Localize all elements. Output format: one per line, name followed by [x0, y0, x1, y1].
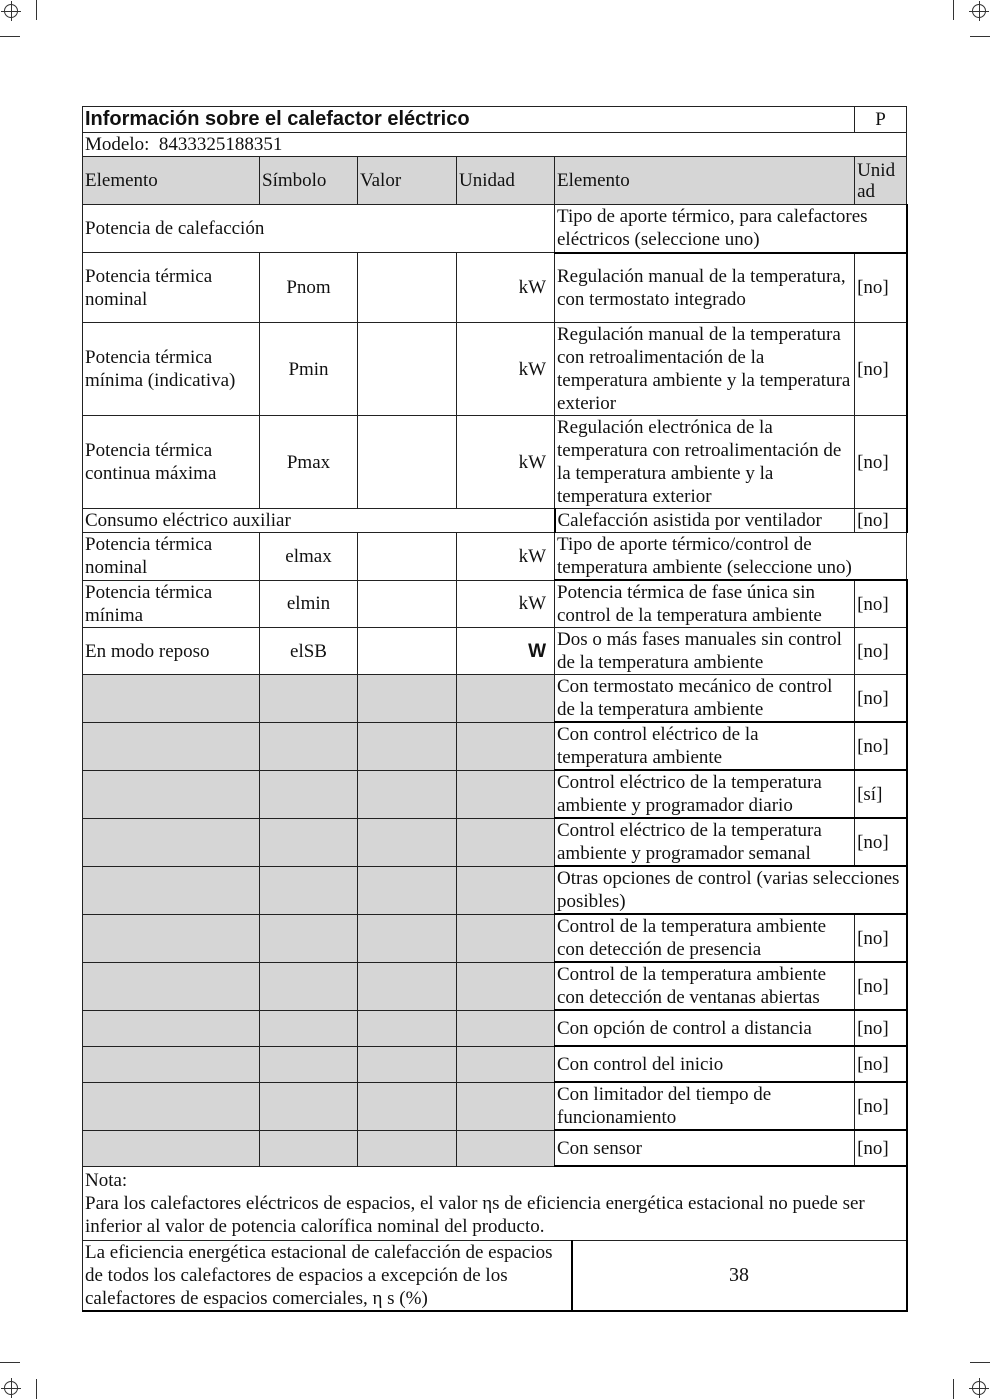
option-label: Con limitador del tiempo de funcionamiento — [555, 1082, 855, 1130]
heater-info-table — [82, 106, 908, 1241]
empty-cell — [83, 1010, 260, 1046]
option-value: [no] — [855, 1082, 907, 1130]
empty-cell — [83, 675, 260, 723]
option-value: [no] — [855, 1010, 907, 1046]
section-other-control: Otras opciones de control (varias selecciones posibles) — [555, 866, 907, 914]
empty-cell — [457, 1082, 555, 1130]
row-value — [358, 416, 457, 509]
empty-cell — [83, 866, 260, 914]
note-text: Para los calefactores eléctricos de espacios, el valor ηs de eficiencia energética estacional no puede ser inferior al valor de potencia calorífica nominal del producto. — [85, 1193, 865, 1237]
option-label: Calefacción asistida por ventilador — [555, 509, 855, 533]
section-heat-input-type: Tipo de aporte térmico, para calefactores eléctricos (seleccione uno) — [555, 205, 907, 253]
empty-cell — [358, 866, 457, 914]
option-label: Con opción de control a distancia — [555, 1010, 855, 1046]
row-value — [358, 628, 457, 675]
section-heat-output: Potencia de calefacción — [83, 205, 555, 253]
row-label: En modo reposo — [83, 628, 260, 675]
option-value: [sí] — [855, 770, 907, 818]
empty-cell — [260, 914, 358, 962]
model-row — [83, 133, 907, 157]
crop-line — [953, 1379, 954, 1399]
note-label: Nota: — [85, 1170, 128, 1191]
option-label: Con sensor — [555, 1130, 855, 1166]
empty-cell — [83, 770, 260, 818]
empty-cell — [83, 1130, 260, 1166]
registration-mark-top-left — [4, 4, 18, 18]
empty-cell — [457, 962, 555, 1010]
empty-cell — [83, 1082, 260, 1130]
col-header-simbolo: Símbolo — [260, 157, 358, 205]
option-value: [no] — [855, 416, 907, 509]
option-label: Control eléctrico de la temperatura ambiente y programador semanal — [555, 818, 855, 866]
empty-cell — [457, 675, 555, 723]
efficiency-table — [82, 1240, 908, 1312]
row-label: Potencia térmica continua máxima — [83, 416, 260, 509]
crop-line — [970, 36, 990, 37]
registration-mark-bottom-right — [972, 1381, 986, 1395]
empty-cell — [457, 818, 555, 866]
crop-line — [36, 0, 37, 20]
row-symbol: Pmin — [260, 323, 358, 416]
option-label: Control de la temperatura ambiente con detección de presencia — [555, 914, 855, 962]
row-unit: W — [457, 628, 555, 675]
empty-cell — [457, 1130, 555, 1166]
info-sheet — [82, 106, 906, 1312]
empty-cell — [358, 914, 457, 962]
option-value: [no] — [855, 580, 907, 628]
col-header-elemento: Elemento — [83, 157, 260, 205]
model-label: Modelo: — [85, 134, 150, 155]
registration-mark-top-right — [972, 4, 986, 18]
row-value — [358, 533, 457, 581]
row-value — [358, 580, 457, 628]
crop-line — [970, 1362, 990, 1363]
empty-cell — [260, 1130, 358, 1166]
option-label: Con control eléctrico de la temperatura ambiente — [555, 722, 855, 770]
empty-cell — [358, 1046, 457, 1082]
empty-cell — [457, 1046, 555, 1082]
option-value: [no] — [855, 323, 907, 416]
empty-cell — [83, 914, 260, 962]
row-unit: kW — [457, 253, 555, 323]
option-value: [no] — [855, 675, 907, 723]
row-label: Potencia térmica nominal — [83, 253, 260, 323]
empty-cell — [457, 1010, 555, 1046]
col-header-unidad-right: Unid ad — [855, 157, 907, 205]
section-aux-consumption: Consumo eléctrico auxiliar — [83, 509, 555, 533]
empty-cell — [260, 962, 358, 1010]
empty-cell — [83, 818, 260, 866]
empty-cell — [260, 818, 358, 866]
empty-cell — [358, 1010, 457, 1046]
empty-cell — [260, 1082, 358, 1130]
col-header-unidad: Unidad — [457, 157, 555, 205]
row-symbol: elSB — [260, 628, 358, 675]
empty-cell — [260, 1010, 358, 1046]
option-value: [no] — [855, 1046, 907, 1082]
empty-cell — [358, 1082, 457, 1130]
option-label: Regulación manual de la temperatura, con termostato integrado — [555, 253, 855, 323]
crop-line — [0, 36, 20, 37]
registration-mark-bottom-left — [4, 1381, 18, 1395]
option-value: [no] — [855, 253, 907, 323]
row-unit: kW — [457, 580, 555, 628]
empty-cell — [83, 722, 260, 770]
option-value: [no] — [855, 914, 907, 962]
note-block — [83, 1166, 907, 1241]
row-unit: kW — [457, 533, 555, 581]
sheet-title: Información sobre el calefactor eléctrico — [83, 107, 855, 133]
row-symbol: Pmax — [260, 416, 358, 509]
empty-cell — [260, 866, 358, 914]
option-value: [no] — [855, 962, 907, 1010]
empty-cell — [83, 962, 260, 1010]
option-value: [no] — [855, 1130, 907, 1166]
option-label: Control eléctrico de la temperatura ambiente y programador diario — [555, 770, 855, 818]
col-header-elemento-right: Elemento — [555, 157, 855, 205]
model-value: 8433325188351 — [158, 134, 283, 155]
empty-cell — [83, 1046, 260, 1082]
row-value — [358, 323, 457, 416]
section-room-control-type: Tipo de aporte térmico/control de temperatura ambiente (seleccione uno) — [555, 533, 907, 581]
option-label: Dos o más fases manuales sin control de la temperatura ambiente — [555, 628, 855, 675]
empty-cell — [260, 1046, 358, 1082]
crop-line — [36, 1379, 37, 1399]
empty-cell — [260, 675, 358, 723]
empty-cell — [457, 770, 555, 818]
row-symbol: elmin — [260, 580, 358, 628]
empty-cell — [358, 818, 457, 866]
efficiency-label: La eficiencia energética estacional de calefacción de espacios de todos los calefactores de espacios a excepción de los calefactores de espacios comerciales, η s (%) — [83, 1241, 572, 1312]
col-header-valor: Valor — [358, 157, 457, 205]
row-symbol: Pnom — [260, 253, 358, 323]
option-value: [no] — [855, 509, 907, 533]
empty-cell — [457, 914, 555, 962]
option-label: Con termostato mecánico de control de la temperatura ambiente — [555, 675, 855, 723]
empty-cell — [260, 770, 358, 818]
empty-cell — [260, 722, 358, 770]
empty-cell — [358, 722, 457, 770]
empty-cell — [457, 722, 555, 770]
row-label: Potencia térmica mínima — [83, 580, 260, 628]
empty-cell — [358, 1130, 457, 1166]
option-value: [no] — [855, 818, 907, 866]
option-label: Regulación manual de la temperatura con retroalimentación de la temperatura ambiente y la temperatura exterior — [555, 323, 855, 416]
row-symbol: elmax — [260, 533, 358, 581]
empty-cell — [358, 675, 457, 723]
empty-cell — [358, 962, 457, 1010]
option-label: Regulación electrónica de la temperatura con retroalimentación de la temperatura ambiente y la temperatura exterior — [555, 416, 855, 509]
option-label: Control de la temperatura ambiente con detección de ventanas abiertas — [555, 962, 855, 1010]
option-label: Potencia térmica de fase única sin control de la temperatura ambiente — [555, 580, 855, 628]
crop-line — [0, 1362, 20, 1363]
crop-line — [953, 0, 954, 20]
row-unit: kW — [457, 416, 555, 509]
p-label: P — [855, 107, 907, 133]
empty-cell — [358, 770, 457, 818]
row-label: Potencia térmica mínima (indicativa) — [83, 323, 260, 416]
empty-cell — [457, 866, 555, 914]
efficiency-value: 38 — [572, 1241, 907, 1312]
option-value: [no] — [855, 722, 907, 770]
row-unit: kW — [457, 323, 555, 416]
option-value: [no] — [855, 628, 907, 675]
option-label: Con control del inicio — [555, 1046, 855, 1082]
row-label: Potencia térmica nominal — [83, 533, 260, 581]
row-value — [358, 253, 457, 323]
